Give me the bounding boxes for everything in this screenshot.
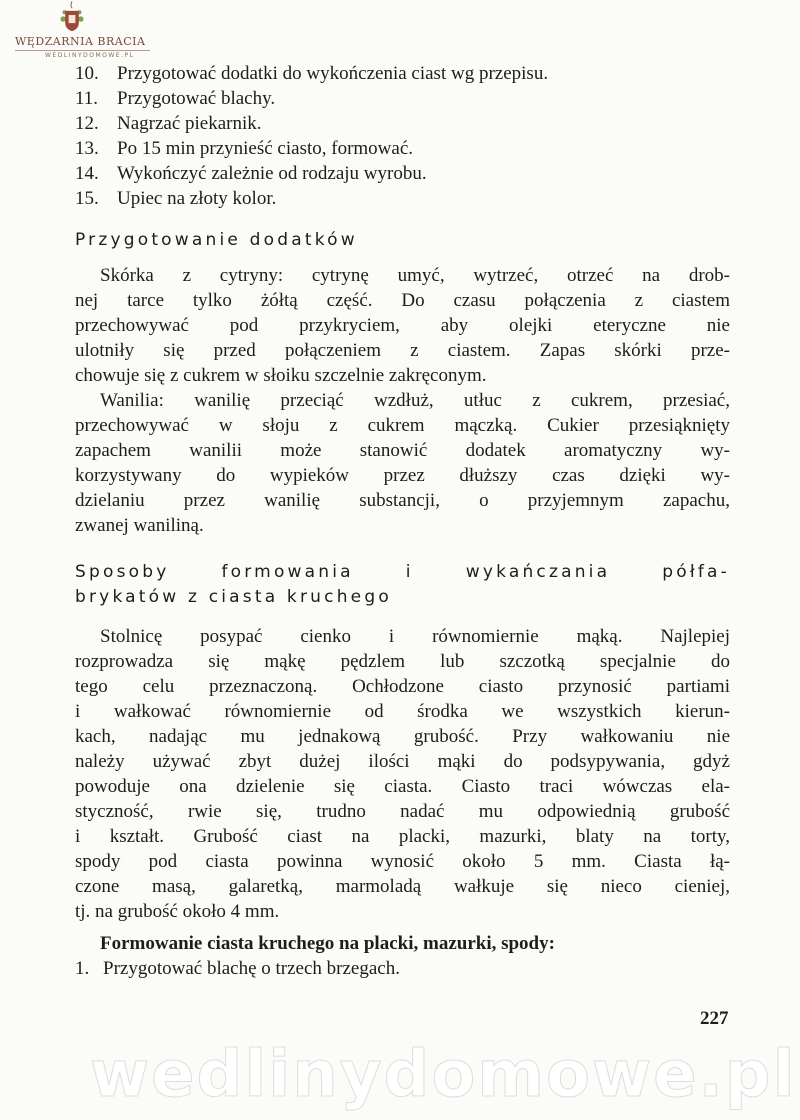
item-text: Wykończyć zależnie od rodzaju wyrobu. — [117, 163, 427, 184]
item-number: 11. — [75, 88, 99, 109]
text-line: tego celu przeznaczoną. Ochłodzone ciasto przynosić partiami — [75, 676, 730, 697]
list-item — [75, 161, 730, 186]
item-number: 10. — [75, 63, 99, 84]
list-item — [75, 186, 730, 211]
text-line: spody pod ciasta powinna wynosić około 5 mm. Ciasta łą- — [75, 851, 730, 872]
text-line: Skórka z cytryny: cytrynę umyć, wytrzeć, otrzeć na drob- — [100, 265, 730, 286]
text-line: kach, nadając mu jednakową grubość. Przy wałkowaniu nie — [75, 726, 730, 747]
text-line: przechowywać w słoju z cukrem mączką. Cukier przesiąknięty — [75, 415, 730, 436]
text-line: tj. na grubość około 4 mm. — [75, 901, 280, 922]
list-item — [75, 61, 730, 86]
text-line: Wanilia: wanilię przeciąć wzdłuż, utłuc z cukrem, przesiać, — [100, 390, 730, 411]
list-item — [75, 86, 730, 111]
text-line: nej tarce tylko żółtą część. Do czasu połączenia z ciastem — [75, 290, 730, 311]
text-line: korzystywany do wypieków przez dłuższy czas dzięki wy- — [75, 465, 730, 486]
logo-brand: WĘDZARNIA BRACIA — [15, 35, 146, 48]
item-text: Upiec na złoty kolor. — [117, 188, 277, 209]
logo — [15, 0, 165, 60]
item-text: Przygotować blachy. — [117, 88, 276, 109]
logo-url: WEDLINYDOMOWE.PL — [45, 52, 135, 59]
list-item — [75, 136, 730, 161]
item-number: 1. — [75, 958, 90, 979]
section-heading: brykatów z ciasta kruchego — [75, 587, 392, 607]
text-line: zapachem wanilii może stanowić dodatek aromatyczny wy- — [75, 440, 730, 461]
text-line: czone masą, galaretką, marmoladą wałkuje się nieco cieniej, — [75, 876, 730, 897]
text-line: należy używać zbyt dużej ilości mąki do podsypywania, gdyż — [75, 751, 730, 772]
item-text: Po 15 min przynieść ciasto, formować. — [117, 138, 414, 159]
section-heading: Sposoby formowania i wykańczania półfa- — [75, 562, 730, 582]
section-heading: Przygotowanie dodatków — [75, 230, 358, 250]
text-line: zwanej waniliną. — [75, 515, 204, 536]
watermark: wedlinydomowe.pl — [90, 1038, 797, 1112]
text-line: i wałkować równomiernie od środka we wszystkich kierun- — [75, 701, 730, 722]
item-number: 15. — [75, 188, 99, 209]
item-text: Przygotować dodatki do wykończenia ciast wg przepisu. — [117, 63, 549, 84]
text-line: i kształt. Grubość ciast na placki, mazurki, blaty na torty, — [75, 826, 730, 847]
item-text: Przygotować blachę o trzech brzegach. — [103, 958, 400, 979]
item-text: Nagrzać piekarnik. — [117, 113, 262, 134]
text-line: powoduje ona dzielenie się ciasta. Ciasto traci wówczas ela- — [75, 776, 730, 797]
text-line: Stolnicę posypać cienko i równomiernie mąką. Najlepiej — [100, 626, 730, 647]
page-number: 227 — [700, 1008, 729, 1029]
item-number: 12. — [75, 113, 99, 134]
text-line: chowuje się z cukrem w słoiku szczelnie zakręconym. — [75, 365, 487, 386]
logo-divider — [15, 50, 150, 51]
text-line: dzielaniu przez wanilię substancji, o przyjemnym zapachu, — [75, 490, 730, 511]
smokehouse-crest-icon — [57, 0, 87, 34]
text-line: ulotniły się przed połączeniem z ciastem. Zapas skórki prze- — [75, 340, 730, 361]
list-item — [75, 956, 730, 981]
subheading: Formowanie ciasta kruchego na placki, mazurki, spody: — [100, 933, 555, 954]
item-number: 14. — [75, 163, 99, 184]
text-line: rozprowadza się mąkę pędzlem lub szczotką specjalnie do — [75, 651, 730, 672]
text-line: przechowywać pod przykryciem, aby olejki eteryczne nie — [75, 315, 730, 336]
text-line: styczność, rwie się, trudno nadać mu odpowiednią grubość — [75, 801, 730, 822]
list-item — [75, 111, 730, 136]
item-number: 13. — [75, 138, 99, 159]
